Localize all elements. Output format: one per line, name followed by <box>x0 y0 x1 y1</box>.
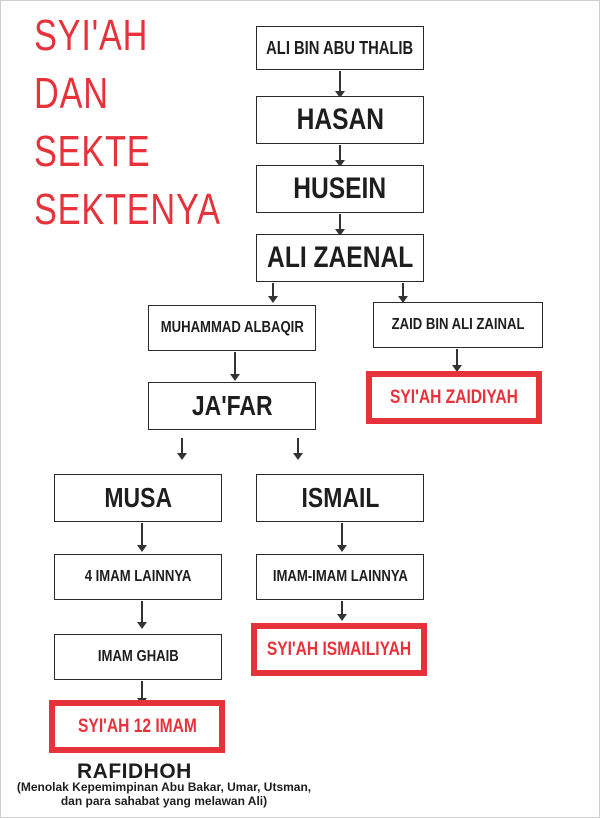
node-hasan: HASAN <box>256 96 424 144</box>
node-syiah-12-imam: SYI'AH 12 IMAM <box>49 700 225 753</box>
node-ismail: ISMAIL <box>256 474 424 522</box>
arrow-musa-empat-imam <box>141 523 143 546</box>
arrow-zaid-zaidiyah <box>456 349 458 366</box>
node-syiah-zaidiyah: SYI'AH ZAIDIYAH <box>366 371 542 424</box>
node-musa: MUSA <box>54 474 222 522</box>
arrow-jafar-ismail <box>297 438 299 454</box>
arrow-ali-hasan <box>339 71 341 92</box>
rafidhoh-label: RAFIDHOH <box>77 760 192 783</box>
node-ali-zaenal: ALI ZAENAL <box>256 234 424 282</box>
node-4-imam-lainnya: 4 IMAM LAINNYA <box>54 554 222 600</box>
arrow-ghaib-12-imam <box>141 681 143 699</box>
node-jafar: JA'FAR <box>148 382 316 430</box>
node-muhammad-albaqir: MUHAMMAD ALBAQIR <box>148 305 316 351</box>
arrow-imam-lainnya-ismailiyah <box>341 601 343 615</box>
node-imam-imam-lainnya: IMAM-IMAM LAINNYA <box>256 554 424 600</box>
node-syiah-ismailiyah: SYI'AH ISMAILIYAH <box>251 623 427 676</box>
arrow-empat-imam-ghaib <box>141 601 143 623</box>
node-imam-ghaib: IMAM GHAIB <box>54 634 222 680</box>
node-zaid-bin-ali-zainal: ZAID BIN ALI ZAINAL <box>373 302 543 348</box>
title-line-2: DAN <box>34 69 109 118</box>
title-line-1: SYI'AH <box>34 11 149 60</box>
title-line-4: SEKTENYA <box>34 185 221 234</box>
node-husein: HUSEIN <box>256 165 424 213</box>
arrow-jafar-musa <box>181 438 183 454</box>
arrow-husein-ali-zaenal <box>339 214 341 230</box>
arrow-ismail-imam-lainnya <box>341 523 343 546</box>
title-line-3: SEKTE <box>34 127 151 176</box>
node-ali-bin-abu-thalib: ALI BIN ABU THALIB <box>256 26 424 70</box>
arrow-muhammad-jafar <box>234 352 236 375</box>
arrow-ali-zaenal-zaid <box>402 283 404 297</box>
rafidhoh-note: (Menolak Kepemimpinan Abu Bakar, Umar, Utsman, dan para sahabat yang melawan Ali) <box>16 780 312 808</box>
arrow-hasan-husein <box>339 145 341 161</box>
arrow-ali-zaenal-muhammad <box>272 283 274 297</box>
